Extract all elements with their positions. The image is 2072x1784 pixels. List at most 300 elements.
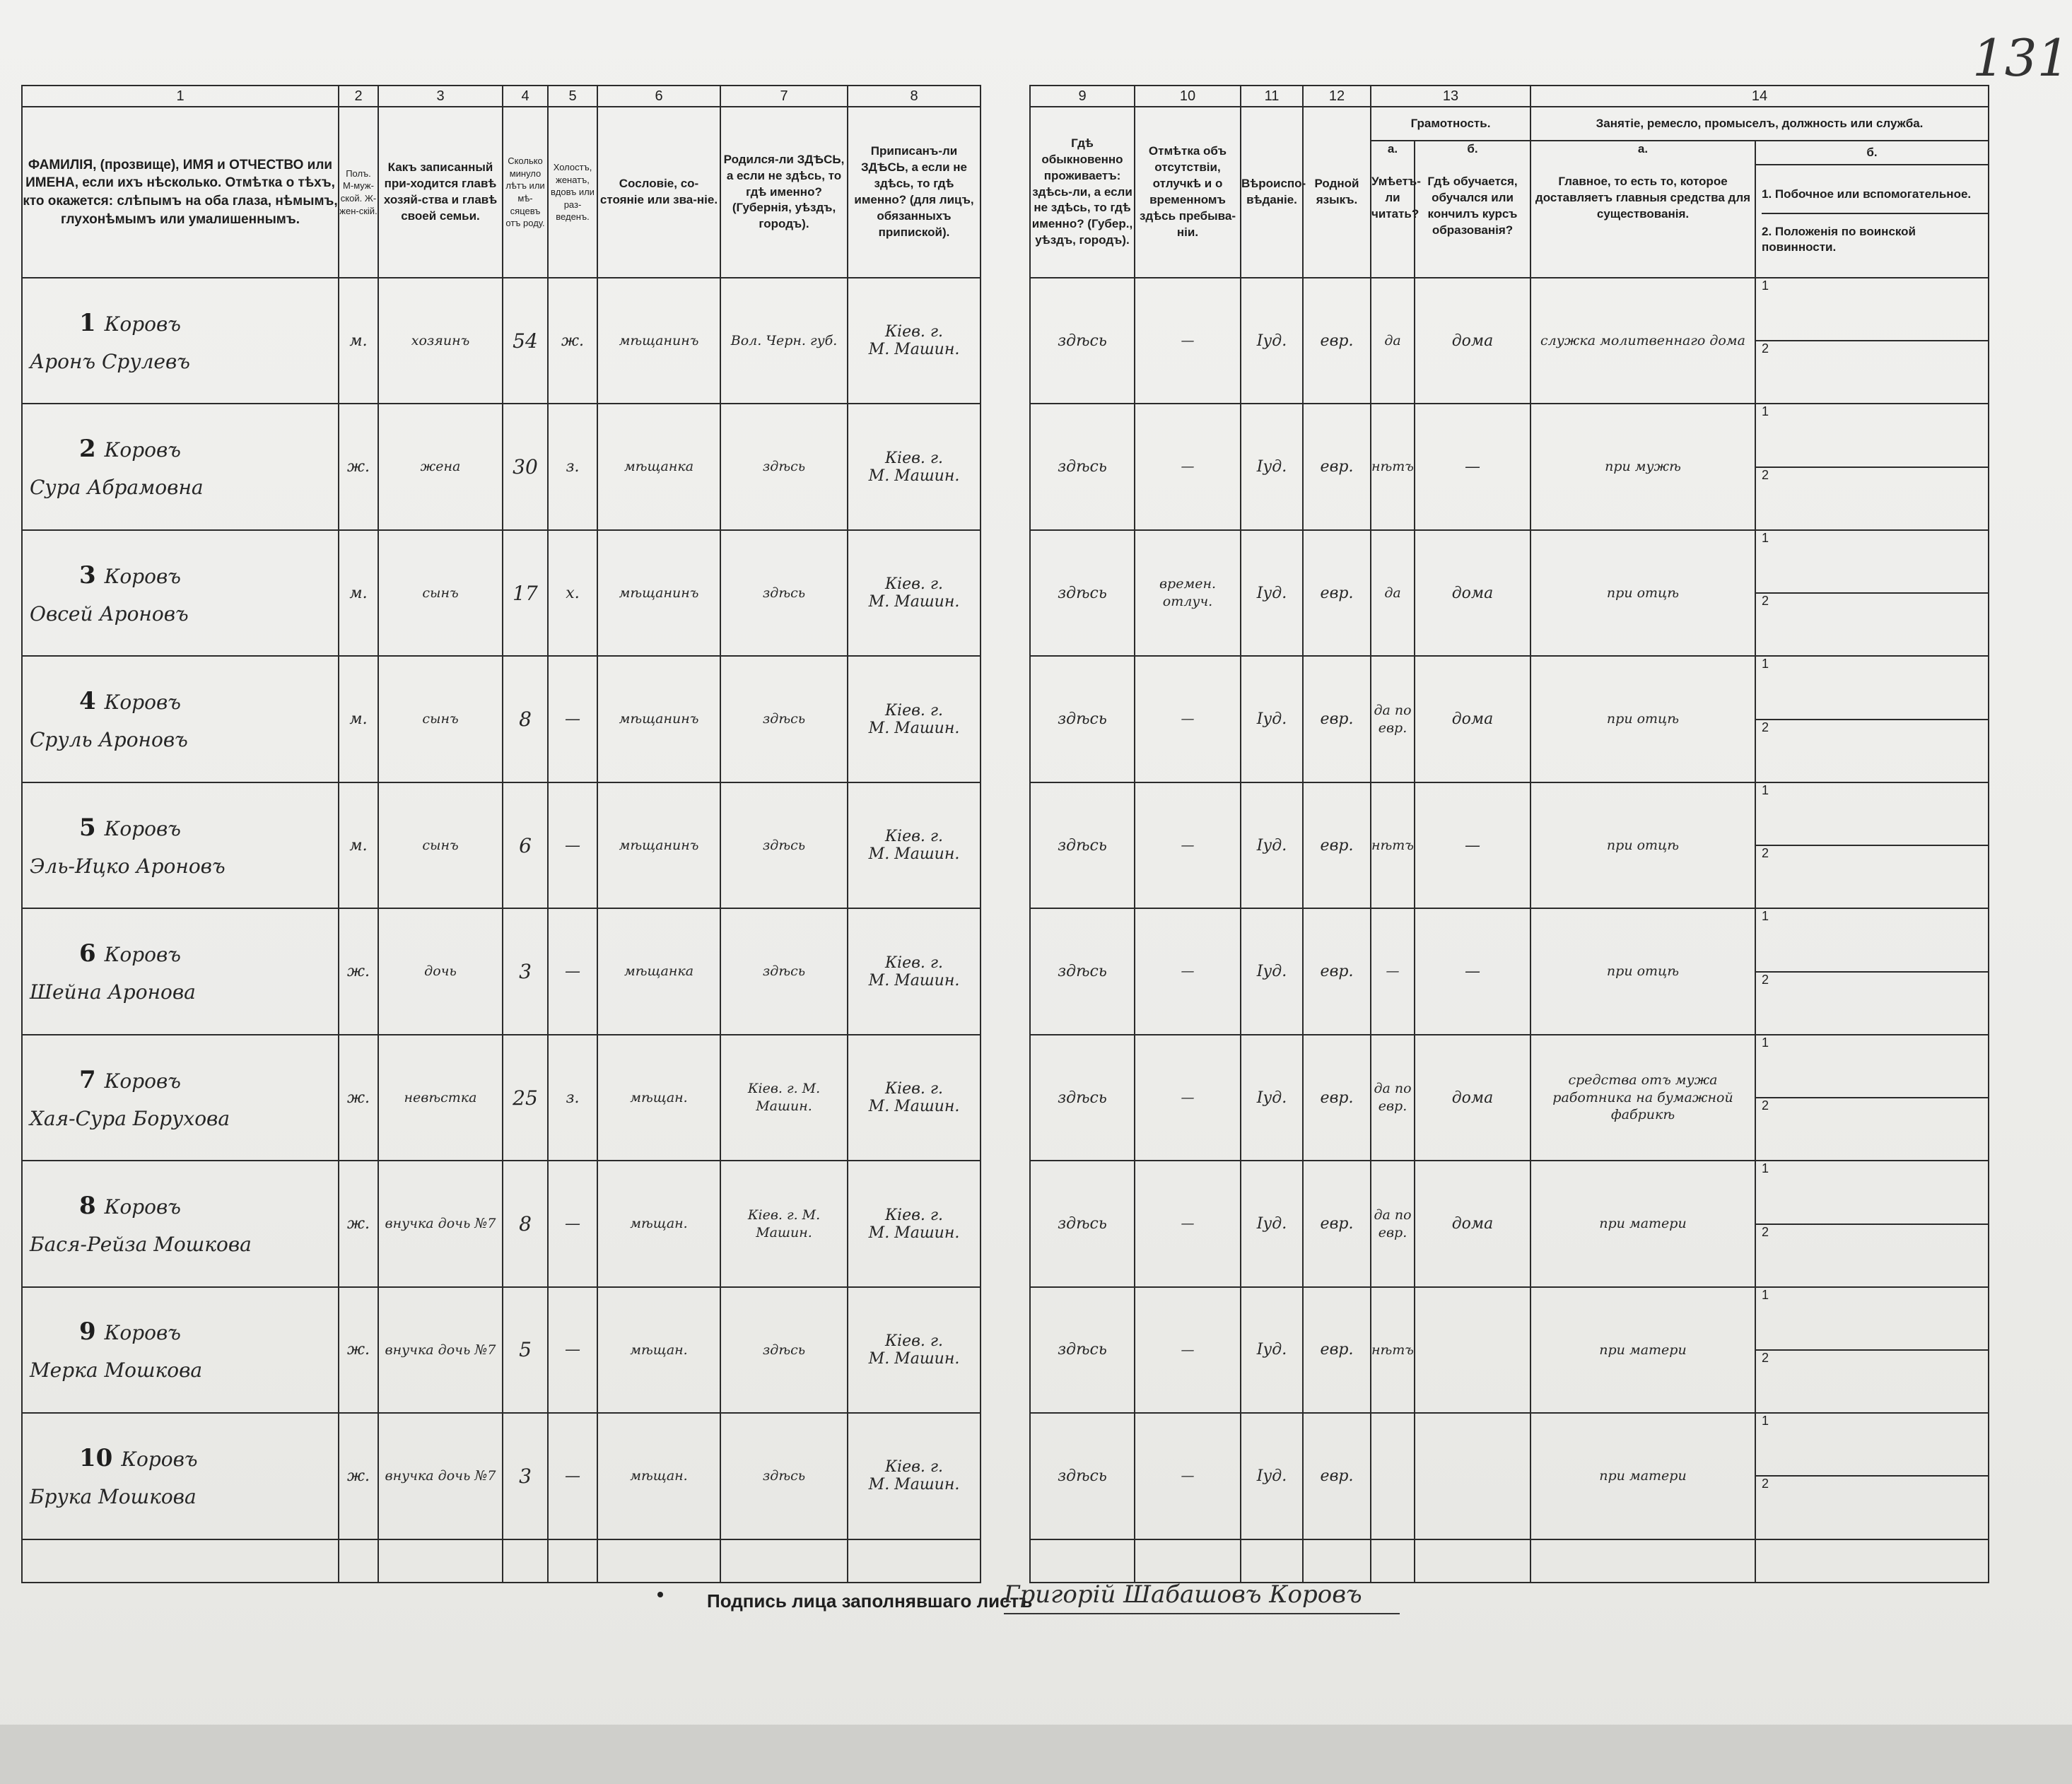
occupation-cell [1530, 656, 1755, 782]
header-occupation-a-letter: а. [1637, 142, 1649, 155]
age: 30 [513, 455, 538, 479]
header-literacy-a [1371, 141, 1421, 278]
col-num-5: 5 [548, 86, 597, 107]
header-marital: Холостъ, женатъ, вдовъ или раз-веденъ. [548, 107, 597, 278]
language: евр. [1320, 836, 1354, 855]
residence-cell [1030, 278, 1135, 404]
empty-cell [378, 1539, 503, 1583]
military-status-cell [1755, 593, 1989, 656]
table-row [22, 782, 1989, 845]
sub-line-1: 1 [1762, 1414, 1769, 1428]
registered-province: Кіев. г. [885, 828, 943, 846]
estate-cell [597, 656, 720, 782]
residence: здѣсь [1058, 1341, 1107, 1359]
main-occupation: при отцѣ [1606, 837, 1680, 853]
occupation-cell [1530, 1161, 1755, 1286]
birthplace: здѣсь [762, 711, 806, 727]
header-literacy-b [1415, 141, 1530, 278]
header-estate: Сословіе, со-стояніе или зва-ніе. [597, 107, 720, 278]
occupation-cell [1530, 1413, 1755, 1539]
sex-cell [339, 1035, 378, 1161]
row-number: 5 [79, 813, 96, 842]
binding-gap [981, 107, 1030, 278]
birthplace: Вол. Черн. губ. [730, 332, 838, 348]
sheet-lower-margin [0, 1725, 2072, 1784]
main-occupation: средства отъ мужа работника на бумажной фабрикѣ [1552, 1072, 1733, 1123]
relation: внучка дочь №7 [385, 1468, 496, 1484]
sex-cell [339, 278, 378, 404]
marital-status: з. [566, 458, 580, 476]
folio-number: 131 [1972, 28, 2070, 88]
sub-line-1: 1 [1762, 782, 1769, 797]
language-cell [1303, 1413, 1371, 1539]
relation-cell [378, 908, 503, 1034]
header-language: Родной языкъ. [1303, 107, 1371, 278]
reads-cell [1371, 404, 1415, 529]
religion: Іуд. [1256, 331, 1287, 350]
estate-cell [597, 782, 720, 908]
estate: мѣщанинъ [619, 585, 699, 601]
row-number: 7 [79, 1065, 96, 1094]
religion: Іуд. [1256, 963, 1287, 981]
given-names: Эль-Ицко Ароновъ [30, 854, 226, 878]
table-row [22, 404, 1989, 466]
age-cell [503, 782, 548, 908]
table-row [22, 1035, 1989, 1098]
person-name-cell [22, 782, 339, 908]
religion: Іуд. [1256, 458, 1287, 476]
language-cell [1303, 908, 1371, 1034]
col-num-8: 8 [848, 86, 981, 107]
registered-cell [848, 908, 981, 1034]
census-table [21, 85, 1989, 1583]
birthplace-cell [720, 656, 848, 782]
sub-line-2: 2 [1762, 720, 1769, 734]
person-name-cell [22, 908, 339, 1034]
residence: здѣсь [1058, 836, 1107, 855]
language-cell [1303, 782, 1371, 908]
reads: нѣтъ [1371, 459, 1414, 475]
reads: — [1386, 963, 1400, 980]
birthplace-cell [720, 530, 848, 656]
occupation-cell [1530, 1035, 1755, 1161]
absence-cell [1135, 1161, 1241, 1286]
registered-town: М. Машин. [868, 593, 960, 611]
absence: — [1181, 837, 1195, 853]
surname: Коровъ [104, 564, 181, 588]
residence-cell [1030, 530, 1135, 656]
person-name-cell [22, 404, 339, 529]
surname: Коровъ [104, 312, 181, 336]
military-status-cell [1755, 1098, 1989, 1161]
marital-cell [548, 1287, 597, 1413]
sub-line-1: 1 [1762, 909, 1769, 924]
col-num-12: 12 [1303, 86, 1371, 107]
education-cell [1415, 1161, 1530, 1286]
occupation-cell [1530, 782, 1755, 908]
age-cell [503, 1161, 548, 1286]
empty-cell [339, 1539, 378, 1583]
binding-gap [981, 1539, 1030, 1583]
occupation-cell [1530, 908, 1755, 1034]
registered-town: М. Машин. [868, 466, 960, 485]
registered-province: Кіев. г. [885, 1206, 943, 1224]
birthplace-cell [720, 908, 848, 1034]
col-num-6: 6 [597, 86, 720, 107]
binding-gap [981, 782, 1030, 908]
residence-cell [1030, 908, 1135, 1034]
language: евр. [1320, 1467, 1354, 1485]
religion: Іуд. [1256, 584, 1287, 602]
col-num-14: 14 [1530, 86, 1989, 107]
absence: времен. отлуч. [1159, 576, 1217, 610]
header-absence: Отмѣтка объ отсутствіи, отлучкѣ и о временномъ здѣсь пребыва-ніи. [1135, 107, 1241, 278]
surname: Коровъ [104, 1195, 181, 1219]
table-row [22, 530, 1989, 593]
row-number: 6 [79, 939, 96, 968]
empty-cell [720, 1539, 848, 1583]
row-number: 3 [79, 561, 96, 589]
surname: Коровъ [104, 1321, 181, 1345]
education-cell [1415, 530, 1530, 656]
military-status-cell [1755, 845, 1989, 908]
relation-cell [378, 1161, 503, 1286]
reads: да по евр. [1374, 1081, 1412, 1115]
header-education: Гдѣ обучается, обучался или кончилъ курсъ образованія? [1427, 174, 1518, 237]
empty-cell [1241, 1539, 1303, 1583]
given-names: Мерка Мошкова [30, 1358, 203, 1383]
religion: Іуд. [1256, 710, 1287, 729]
given-names: Бася-Рейза Мошкова [30, 1233, 252, 1257]
estate: мѣщан. [630, 1216, 688, 1232]
empty-cell [1135, 1539, 1241, 1583]
row-number: 4 [79, 687, 96, 716]
surname: Коровъ [104, 1069, 181, 1093]
residence-cell [1030, 1161, 1135, 1286]
col-num-1: 1 [22, 86, 339, 107]
marital-status: — [565, 963, 580, 981]
registered-town: М. Машин. [868, 341, 960, 359]
sub-line-2: 2 [1762, 1350, 1769, 1365]
col-num-9: 9 [1030, 86, 1135, 107]
row-number: 10 [79, 1443, 113, 1472]
religion-cell [1241, 278, 1303, 404]
marital-status: — [565, 710, 580, 729]
sex-cell [339, 530, 378, 656]
binding-gap [981, 908, 1030, 1034]
estate-cell [597, 1413, 720, 1539]
absence-cell [1135, 404, 1241, 529]
registered-province: Кіев. г. [885, 449, 943, 467]
footer-label: Подпись лица заполнявшаго листъ [707, 1590, 1033, 1612]
relation: сынъ [422, 585, 459, 601]
residence-cell [1030, 1413, 1135, 1539]
empty-cell [1530, 1539, 1755, 1583]
signature-line [1004, 1613, 1400, 1614]
sub-line-2: 2 [1762, 341, 1769, 356]
absence-cell [1135, 908, 1241, 1034]
header-literacy-b-letter: б. [1467, 142, 1478, 155]
sex-cell [339, 1287, 378, 1413]
residence: здѣсь [1058, 331, 1107, 350]
military-status-cell [1755, 1476, 1989, 1539]
age-cell [503, 404, 548, 529]
sub-line-1: 1 [1762, 1035, 1769, 1050]
military-status-cell [1755, 467, 1989, 530]
registered-province: Кіев. г. [885, 1080, 943, 1098]
relation: хозяинъ [411, 332, 470, 348]
age-cell [503, 278, 548, 404]
binding-gap [981, 1287, 1030, 1413]
given-names: Овсей Ароновъ [30, 601, 189, 626]
surname: Коровъ [121, 1447, 198, 1471]
reads: да по евр. [1374, 1207, 1412, 1240]
binding-gap [981, 404, 1030, 529]
birthplace: здѣсь [762, 963, 806, 980]
age: 8 [519, 1212, 532, 1236]
footer-bullet [657, 1592, 663, 1597]
registered-town: М. Машин. [868, 1349, 960, 1368]
col-num-10: 10 [1135, 86, 1241, 107]
col-num-4: 4 [503, 86, 548, 107]
registered-cell [848, 530, 981, 656]
absence: — [1181, 711, 1195, 727]
marital-cell [548, 404, 597, 529]
religion-cell [1241, 530, 1303, 656]
empty-row [22, 1539, 1989, 1583]
marital-cell [548, 782, 597, 908]
language-cell [1303, 1035, 1371, 1161]
language: евр. [1320, 1215, 1354, 1233]
age: 17 [513, 581, 538, 605]
header-occupation-b-letter: б. [1755, 141, 1989, 165]
religion-cell [1241, 1413, 1303, 1539]
main-occupation: при матери [1599, 1216, 1687, 1232]
education: — [1465, 963, 1480, 981]
residence: здѣсь [1058, 458, 1107, 476]
row-number: 9 [79, 1318, 96, 1346]
header-secondary-occupation: 1. Побочное или вспомогательное. [1762, 177, 1988, 214]
marital-status: з. [566, 1088, 580, 1107]
marital-status: — [565, 1341, 580, 1359]
absence-cell [1135, 656, 1241, 782]
row-number: 1 [79, 308, 96, 337]
marital-status: — [565, 1467, 580, 1485]
header-occupation: Занятіе, ремесло, промыселъ, должность или служба. [1530, 107, 1989, 141]
binding-gap [981, 278, 1030, 404]
main-occupation: при отцѣ [1606, 711, 1680, 727]
education-cell [1415, 278, 1530, 404]
surname: Коровъ [104, 943, 181, 967]
age-cell [503, 656, 548, 782]
empty-cell [548, 1539, 597, 1583]
estate: мѣщанка [624, 963, 694, 980]
registered-town: М. Машин. [868, 1223, 960, 1242]
education: дома [1451, 584, 1494, 602]
estate-cell [597, 1287, 720, 1413]
marital-cell [548, 278, 597, 404]
absence: — [1181, 963, 1195, 980]
sub-line-2: 2 [1762, 846, 1769, 861]
birthplace-cell [720, 782, 848, 908]
marital-cell [548, 1161, 597, 1286]
estate-cell [597, 1161, 720, 1286]
age-cell [503, 530, 548, 656]
estate-cell [597, 530, 720, 656]
empty-cell [1371, 1539, 1415, 1583]
header-main-occupation: Главное, то есть то, которое доставляетъ главныя средства для существованія. [1535, 174, 1751, 221]
sex-cell [339, 1413, 378, 1539]
sex: ж. [346, 1341, 370, 1359]
language-cell [1303, 278, 1371, 404]
relation: жена [420, 459, 461, 475]
registered-town: М. Машин. [868, 1098, 960, 1116]
education: — [1465, 458, 1480, 476]
sex: ж. [346, 1467, 370, 1485]
sub-line-1: 1 [1762, 1287, 1769, 1302]
education: дома [1451, 1088, 1494, 1107]
binding-gap [981, 86, 1030, 107]
person-name-cell [22, 530, 339, 656]
birthplace-cell [720, 278, 848, 404]
sex: ж. [346, 1088, 370, 1107]
binding-gap [981, 1035, 1030, 1161]
relation-cell [378, 530, 503, 656]
header-residence: Гдѣ обыкновенно проживаетъ: здѣсь-ли, а если не здѣсь, то гдѣ именно? (Губер., уѣздъ, городъ). [1030, 107, 1135, 278]
given-names: Сура Абрамовна [30, 476, 204, 500]
sex: м. [349, 710, 368, 729]
table-row [22, 656, 1989, 719]
religion-cell [1241, 1035, 1303, 1161]
binding-gap [981, 1413, 1030, 1539]
empty-cell [1755, 1539, 1989, 1583]
column-number-row [22, 86, 1989, 107]
col-num-13: 13 [1371, 86, 1530, 107]
absence-cell [1135, 782, 1241, 908]
registered-town: М. Машин. [868, 719, 960, 737]
estate: мѣщанинъ [619, 332, 699, 348]
language: евр. [1320, 1088, 1354, 1107]
secondary-occupation-cell [1755, 1287, 1989, 1350]
registered-cell [848, 1413, 981, 1539]
sub-line-1: 1 [1762, 530, 1769, 545]
birthplace: здѣсь [762, 585, 806, 601]
person-name-cell [22, 1035, 339, 1161]
age: 3 [519, 960, 532, 984]
registered-province: Кіев. г. [885, 701, 943, 720]
age: 6 [519, 833, 532, 857]
empty-cell [1303, 1539, 1371, 1583]
relation: внучка дочь №7 [385, 1216, 496, 1232]
sub-line-2: 2 [1762, 1224, 1769, 1239]
binding-gap [981, 1161, 1030, 1286]
empty-cell [1030, 1539, 1135, 1583]
relation: дочь [424, 963, 457, 980]
reads-cell [1371, 1413, 1415, 1539]
binding-gap [981, 530, 1030, 656]
estate: мѣщанинъ [619, 837, 699, 853]
religion-cell [1241, 656, 1303, 782]
main-occupation: служка молитвеннаго дома [1540, 332, 1745, 348]
residence: здѣсь [1058, 1467, 1107, 1485]
sub-line-1: 1 [1762, 404, 1769, 419]
col-num-3: 3 [378, 86, 503, 107]
reads-cell [1371, 908, 1415, 1034]
relation: невѣстка [404, 1089, 477, 1105]
reads: да [1384, 332, 1401, 348]
header-reads: Умѣетъ-ли читать? [1371, 174, 1421, 221]
empty-cell [597, 1539, 720, 1583]
given-names: Аронъ Срулевъ [30, 349, 190, 373]
reads: да [1384, 585, 1401, 601]
estate: мѣщанка [624, 459, 694, 475]
education: дома [1451, 1215, 1494, 1233]
sub-line-1: 1 [1762, 657, 1769, 671]
education-cell [1415, 782, 1530, 908]
table-row [22, 1413, 1989, 1476]
signature: Григорій Шабашовъ Коровъ [1004, 1580, 1362, 1609]
reads-cell [1371, 656, 1415, 782]
absence-cell [1135, 530, 1241, 656]
secondary-occupation-cell [1755, 1161, 1989, 1223]
main-occupation: при матери [1599, 1468, 1687, 1484]
secondary-occupation-cell [1755, 908, 1989, 971]
header-literacy: Грамотность. [1371, 107, 1530, 141]
birthplace-cell [720, 1161, 848, 1286]
language: евр. [1320, 1341, 1354, 1359]
given-names: Шейна Аронова [30, 980, 196, 1004]
row-number: 2 [79, 435, 96, 464]
surname: Коровъ [104, 438, 181, 462]
col-num-2: 2 [339, 86, 378, 107]
sub-line-2: 2 [1762, 1098, 1769, 1113]
registered-town: М. Машин. [868, 845, 960, 864]
absence: — [1181, 1342, 1195, 1358]
residence-cell [1030, 1035, 1135, 1161]
sex-cell [339, 404, 378, 529]
education-cell [1415, 1287, 1530, 1413]
header-occupation-b [1755, 165, 1989, 278]
estate: мѣщан. [630, 1342, 688, 1358]
absence-cell [1135, 1035, 1241, 1161]
birthplace: Кіев. г. М. Машин. [747, 1207, 821, 1240]
religion-cell [1241, 1287, 1303, 1413]
age: 3 [519, 1464, 532, 1488]
residence: здѣсь [1058, 1215, 1107, 1233]
absence-cell [1135, 278, 1241, 404]
sex: ж. [346, 458, 370, 476]
military-status-cell [1755, 1224, 1989, 1287]
religion: Іуд. [1256, 1088, 1287, 1107]
secondary-occupation-cell [1755, 404, 1989, 466]
birthplace: здѣсь [762, 1342, 806, 1358]
reads: нѣтъ [1371, 837, 1414, 853]
header-military-status: 2. Положенія по воинской повинности. [1762, 224, 1916, 254]
birthplace: здѣсь [762, 1468, 806, 1484]
marital-status: х. [566, 584, 580, 602]
table-row [22, 1161, 1989, 1223]
header-religion: Вѣроиспо-вѣданіе. [1241, 107, 1303, 278]
sex: м. [349, 331, 368, 350]
military-status-cell [1755, 972, 1989, 1035]
residence: здѣсь [1058, 963, 1107, 981]
given-names: Сруль Ароновъ [30, 728, 188, 752]
birthplace: здѣсь [762, 837, 806, 853]
marital-cell [548, 908, 597, 1034]
reads: да по евр. [1374, 702, 1412, 736]
main-occupation: при отцѣ [1606, 963, 1680, 980]
relation: сынъ [422, 837, 459, 853]
